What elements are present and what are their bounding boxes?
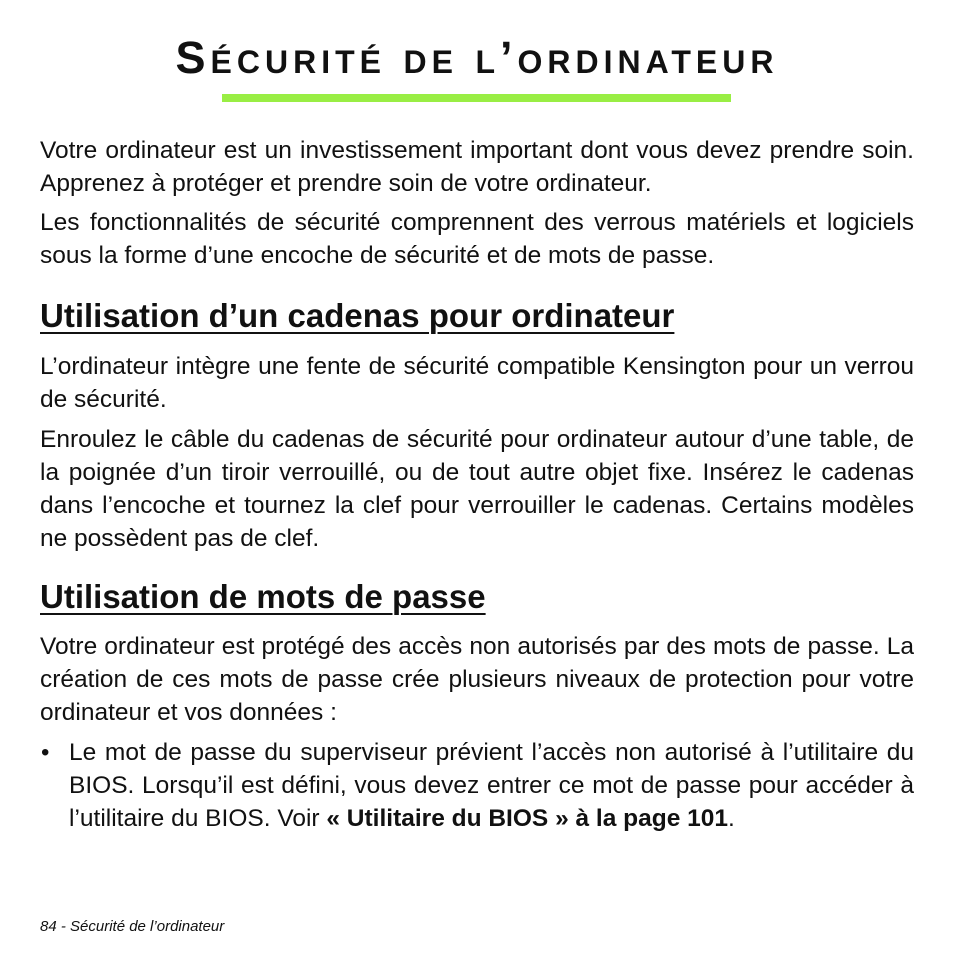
- passwords-paragraph-1: Votre ordinateur est protégé des accès non autorisés par des mots de passe. La création de ces mots de passe crée plusieurs niveaux de protection pour votre ordinateur et vos données :: [40, 633, 914, 726]
- lock-paragraph-1: L’ordinateur intègre une fente de sécurité compatible Kensington pour un verrou de sécurité.: [40, 353, 914, 413]
- bullet-text: Le mot de passe du superviseur prévient l’accès non autorisé à l’utilitaire du BIOS. Lorsqu’il est défini, vous devez entrer ce mot de passe pour accéder à l’utilitaire du BIOS. Voir: [69, 739, 914, 832]
- bullet-item-supervisor-password: [69, 736, 914, 835]
- lock-paragraph-2: Enroulez le câble du cadenas de sécurité pour ordinateur autour d’une table, de la poignée d’un tiroir verrouillé, ou de tout autre objet fixe. Insérez le cadenas dans l’encoche et tournez la clef pour verrouiller le cadenas. Certains modèles ne possèdent pas de clef.: [40, 426, 914, 552]
- page-title: Sécurité de l’ordinateur: [175, 32, 779, 83]
- section-heading-passwords: Utilisation de mots de passe: [40, 578, 486, 615]
- intro-paragraph-1: Votre ordinateur est un investissement important dont vous devez prendre soin. Apprenez à protéger et prendre soin de votre ordinateur.: [40, 137, 914, 197]
- bios-cross-reference-link[interactable]: « Utilitaire du BIOS » à la page 101: [326, 805, 729, 832]
- bullet-end-punctuation: .: [728, 805, 735, 832]
- section-heading-lock: Utilisation d’un cadenas pour ordinateur: [40, 297, 675, 334]
- title-underline-rule: [222, 94, 731, 102]
- page-footer: 84 - Sécurité de l’ordinateur: [40, 918, 225, 935]
- intro-paragraph-2: Les fonctionnalités de sécurité comprennent des verrous matériels et logiciels sous la forme d’une encoche de sécurité et de mots de passe.: [40, 209, 914, 269]
- bullet-marker: •: [41, 739, 50, 766]
